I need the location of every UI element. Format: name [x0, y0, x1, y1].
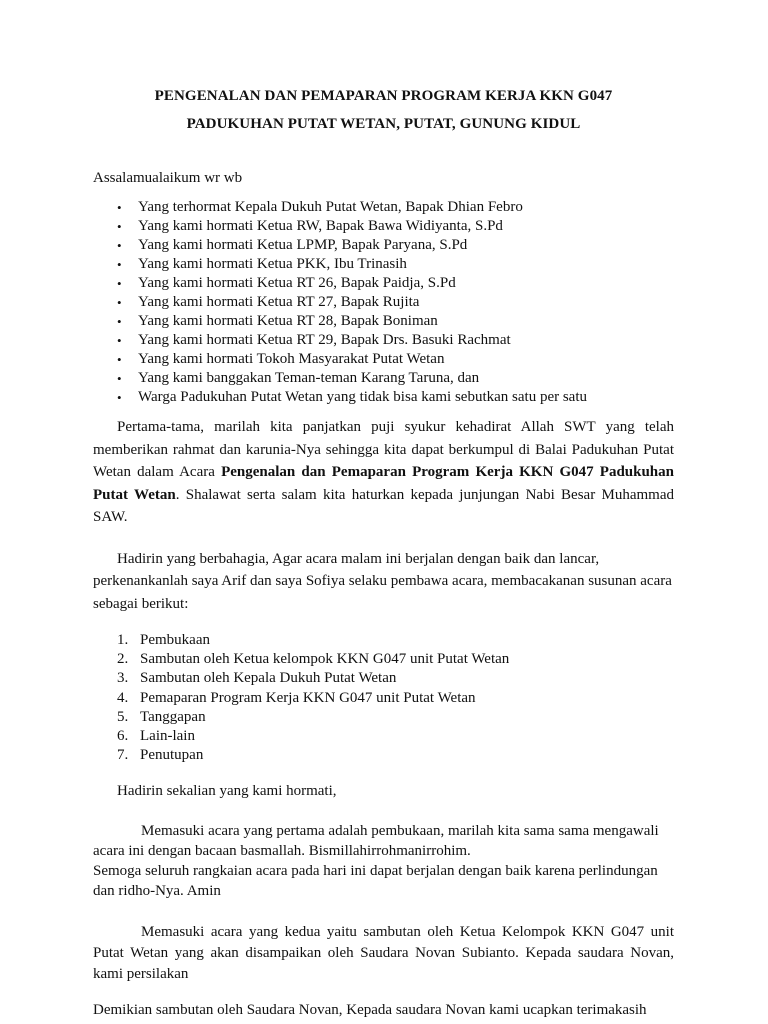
event-name-bold: Pengenalan dan Pemaparan Program Kerja KKN G047 Padukuhan Putat Wetan — [93, 464, 674, 503]
list-item — [93, 217, 674, 236]
closing-line: Demikian sambutan oleh Saudara Novan, Kepada saudara Novan kami ucapkan terimakasih — [93, 1002, 647, 1019]
salutation-text: Yang kami hormati Ketua LPMP, Bapak Paryana, S.Pd — [138, 237, 468, 253]
bullet-icon: • — [117, 390, 122, 405]
agenda-number: 5. — [117, 708, 129, 725]
bullet-icon: • — [117, 219, 122, 234]
salutation-text: Yang kami hormati Ketua RT 27, Bapak Rujita — [138, 294, 420, 310]
salutation-text: Yang kami hormati Ketua PKK, Ibu Trinasih — [138, 256, 407, 272]
bullet-icon: • — [117, 238, 122, 253]
list-item — [93, 746, 674, 765]
agenda-text: Penutupan — [140, 747, 204, 764]
list-item — [93, 727, 674, 746]
list-item — [93, 331, 674, 350]
salutation-list — [93, 198, 674, 407]
bullet-icon: • — [117, 257, 122, 272]
second-event-paragraph: Memasuki acara yang kedua yaitu sambutan oleh Ketua Kelompok KKN G047 unit Putat Wetan yang akan disampaikan oleh Saudara Novan Subianto. Kepada saudara Novan, kami persilakan — [93, 924, 674, 983]
bullet-icon: • — [117, 276, 122, 291]
list-item — [93, 293, 674, 312]
bullet-icon: • — [117, 314, 122, 329]
list-item — [93, 255, 674, 274]
agenda-number: 2. — [117, 651, 129, 668]
agenda-number: 1. — [117, 632, 129, 648]
bullet-icon: • — [117, 352, 122, 367]
agenda-text: Pembukaan — [140, 632, 210, 648]
list-item — [93, 312, 674, 331]
salutation-text: Yang kami hormati Tokoh Masyarakat Putat Wetan — [138, 351, 445, 367]
agenda-number: 3. — [117, 670, 129, 687]
salutation-text: Yang kami banggakan Teman-teman Karang Taruna, dan — [138, 370, 480, 386]
list-item — [93, 631, 674, 650]
salutation-text: Yang kami hormati Ketua RT 29, Bapak Drs. Basuki Rachmat — [138, 332, 511, 348]
salutation-text: Yang kami hormati Ketua RT 26, Bapak Paidja, S.Pd — [138, 275, 456, 291]
salutation-text: Yang kami hormati Ketua RW, Bapak Bawa Widiyanta, S.Pd — [138, 218, 503, 234]
agenda-text: Sambutan oleh Ketua kelompok KKN G047 unit Putat Wetan — [140, 651, 510, 668]
document-title: PENGENALAN DAN PEMAPARAN PROGRAM KERJA KKN G047 — [154, 88, 613, 104]
salutation-text: Yang terhormat Kepala Dukuh Putat Wetan, Bapak Dhian Febro — [138, 199, 523, 215]
first-event-paragraph: Memasuki acara yang pertama adalah pembukaan, marilah kita sama sama mengawali acara ini dengan bacaan basmallah. Bismillahirrohmanirrohim. — [93, 823, 659, 859]
agenda-text: Tanggapan — [140, 708, 206, 725]
bullet-icon: • — [117, 333, 122, 348]
list-item — [93, 369, 674, 388]
agenda-text: Pemaparan Program Kerja KKN G047 unit Putat Wetan — [140, 689, 476, 706]
agenda-number: 4. — [117, 689, 129, 706]
agenda-list — [93, 631, 674, 765]
list-item — [93, 274, 674, 293]
audience-address: Hadirin sekalian yang kami hormati, — [117, 783, 337, 800]
agenda-text: Lain-lain — [140, 727, 195, 744]
list-item — [93, 708, 674, 727]
bullet-icon: • — [117, 295, 122, 310]
list-item — [93, 236, 674, 255]
list-item — [93, 650, 674, 669]
list-item — [93, 689, 674, 708]
opening-text-after: . Shalawat serta salam kita haturkan kepada junjungan Nabi Besar Muhammad SAW. — [93, 486, 674, 525]
salutation-text: Warga Padukuhan Putat Wetan yang tidak bisa kami sebutkan satu per satu — [138, 389, 588, 405]
agenda-number: 7. — [117, 747, 129, 764]
bullet-icon: • — [117, 200, 122, 215]
greeting: Assalamualaikum wr wb — [93, 170, 243, 186]
document-subtitle: PADUKUHAN PUTAT WETAN, PUTAT, GUNUNG KIDUL — [186, 116, 581, 132]
list-item — [93, 198, 674, 217]
opening-paragraph — [93, 416, 674, 529]
agenda-intro-paragraph: Hadirin yang berbahagia, Agar acara malam ini berjalan dengan baik dan lancar, perkenankanlah saya Arif dan saya Sofiya selaku pembawa acara, membacakanan susunan acara sebagai berikut: — [93, 550, 672, 612]
bullet-icon: • — [117, 371, 122, 386]
list-item — [93, 350, 674, 369]
agenda-text: Sambutan oleh Kepala Dukuh Putat Wetan — [140, 670, 397, 687]
opening-text-before: Pertama-tama, marilah kita panjatkan puji syukur kehadirat Allah SWT yang telah memberikan rahmat dan karunia-Nya sehingga kita dapat berkumpul di Balai Padukuhan Putat Wetan dalam Acara — [93, 419, 674, 480]
prayer-paragraph: Semoga seluruh rangkaian acara pada hari ini dapat berjalan dengan baik karena perlindungan dan ridho-Nya. Amin — [93, 863, 658, 900]
agenda-number: 6. — [117, 727, 129, 744]
salutation-text: Yang kami hormati Ketua RT 28, Bapak Boniman — [138, 313, 438, 329]
list-item — [93, 388, 674, 407]
list-item — [93, 669, 674, 688]
